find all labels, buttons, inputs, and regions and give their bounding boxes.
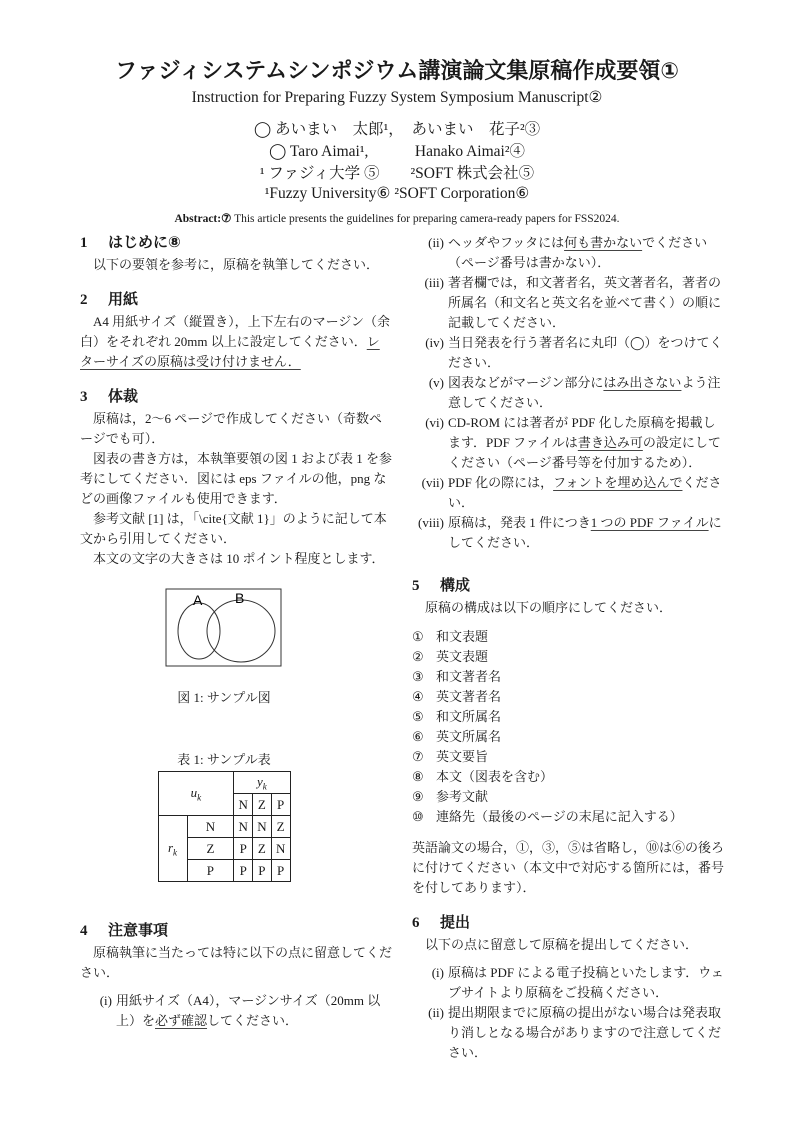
section-4-body xyxy=(80,943,392,983)
structure-list-item xyxy=(412,767,726,787)
item-label: (iv) xyxy=(425,335,444,350)
section-4-items xyxy=(80,991,392,1031)
abstract xyxy=(0,211,794,225)
table-col-header: Z xyxy=(253,794,272,816)
structure-list-item xyxy=(412,667,726,687)
item-number: ⑦ xyxy=(412,749,424,764)
right-column xyxy=(412,233,726,1063)
section-5-heading xyxy=(412,575,726,596)
authors-ja: ◯ あいまい 太郎¹， あいまい 花子²③ xyxy=(253,121,541,138)
structure-list-item xyxy=(412,727,726,747)
text-run: ください． xyxy=(448,475,722,510)
underlined-text: 1 つの PDF ファイル xyxy=(590,515,709,530)
item-text: 本文（図表を含む） xyxy=(436,769,554,784)
item-label: (ii) xyxy=(428,1005,444,1020)
text-run: 当日発表を行う著者名に丸印（◯）をつけてください． xyxy=(448,335,723,370)
set-a-circle xyxy=(178,603,220,659)
text-run: PDF 化の際には， xyxy=(448,475,554,490)
item-number: ② xyxy=(412,649,424,664)
paragraph xyxy=(80,509,392,549)
paragraph xyxy=(80,943,392,983)
list-item xyxy=(408,1003,726,1063)
figure-caption: 図 1: サンプル図 xyxy=(177,690,271,705)
underlined-text: 何も書かない xyxy=(564,235,643,250)
item-text: 和文著者名 xyxy=(436,669,502,684)
item-number: ⑤ xyxy=(412,709,424,724)
section-number: 6 xyxy=(412,915,420,931)
text-run: 原稿は，発表 1 件につき xyxy=(448,515,591,530)
section-number: 3 xyxy=(80,389,88,405)
paragraph xyxy=(80,549,392,569)
set-a-label: A xyxy=(193,592,203,608)
table-cell: P xyxy=(253,860,272,882)
section-2-heading xyxy=(80,289,392,310)
table-cell: N xyxy=(253,816,272,838)
item-label: (i) xyxy=(99,993,112,1008)
item-text xyxy=(116,991,392,1031)
table-col-header: N xyxy=(234,794,253,816)
structure-list-item xyxy=(412,787,726,807)
structure-list-item xyxy=(412,627,726,647)
list-item xyxy=(408,273,726,333)
underlined-text: 書き込み可 xyxy=(577,435,643,450)
venn-figure xyxy=(165,587,283,669)
item-text xyxy=(448,473,726,513)
item-label: (vii) xyxy=(421,475,444,490)
table-col-header: P xyxy=(271,794,290,816)
list-item xyxy=(408,513,726,553)
item-text xyxy=(448,373,726,413)
text-run: よう注意してください． xyxy=(448,375,721,410)
title-en: Instruction for Preparing Fuzzy System Symposium Manuscript② xyxy=(191,89,603,106)
item-text: 和文表題 xyxy=(436,629,489,644)
structure-list-item xyxy=(412,807,726,827)
abstract-text: This article presents the guidelines for preparing camera-ready papers for FSS2024. xyxy=(231,213,620,225)
section-1-body xyxy=(80,255,392,275)
text-run: にしてください． xyxy=(448,515,722,550)
col-header: $y_k$ xyxy=(257,773,267,792)
section-title: はじめに⑧ xyxy=(108,233,181,251)
text-run: 原稿執筆に当たっては特に以下の点に留意してください． xyxy=(80,945,393,980)
text-run: ヘッダやフッタには xyxy=(448,235,565,250)
section-number: 5 xyxy=(412,578,420,594)
table-cell: P xyxy=(234,838,253,860)
section-number: 1 xyxy=(80,235,88,251)
paragraph xyxy=(80,409,392,449)
item-text: 英文表題 xyxy=(436,649,489,664)
affiliations-ja: ¹ ファジィ大学 ⑤ ²SOFT 株式会社⑤ xyxy=(259,165,535,182)
section-title: 提出 xyxy=(440,913,471,931)
text-run: 用紙サイズ（A4），マージンサイズ（20mm 以上）を xyxy=(116,993,381,1028)
item-number: ④ xyxy=(412,689,424,704)
underlined-text: フォントを埋め込んで xyxy=(553,475,683,490)
item-text: 英文所属名 xyxy=(436,729,502,744)
section-4-heading xyxy=(80,920,392,941)
list-item xyxy=(408,963,726,1003)
table-row-header: Z xyxy=(187,838,234,860)
affiliations-en: ¹Fuzzy University⑥ ²SOFT Corporation⑥ xyxy=(264,185,530,202)
list-item xyxy=(408,233,726,273)
item-text xyxy=(448,233,726,273)
structure-list-item xyxy=(412,707,726,727)
section-number: 2 xyxy=(80,292,88,308)
row-header: $u_k$ xyxy=(190,784,202,803)
paragraph xyxy=(80,449,392,509)
abstract-label: Abstract:⑦ xyxy=(174,213,232,225)
text-run: 原稿は PDF による電子投稿といたします．ウェブサイトより原稿をご投稿ください． xyxy=(448,965,724,1000)
set-b-circle xyxy=(207,600,275,662)
underlined-text: レターサイズの原稿は受け付けません． xyxy=(80,334,380,369)
table-row xyxy=(158,816,290,838)
table-cell: P xyxy=(234,860,253,882)
list-item xyxy=(408,413,726,473)
section-3-heading xyxy=(80,386,392,407)
section-5-note: 英語論文の場合，①，③，⑤は省略し，⑩は⑥の後ろに付けてください（本文中で対応する箇所には，番号を付してあります）． xyxy=(412,840,725,895)
structure-list-item xyxy=(412,647,726,667)
row-var-cell xyxy=(158,816,187,882)
text-run: 本文の文字の大きさは 10 ポイント程度とします． xyxy=(93,551,385,566)
section-4-items-continued xyxy=(412,233,726,553)
item-number: ⑩ xyxy=(412,809,424,824)
paragraph xyxy=(80,255,392,275)
item-text xyxy=(448,513,726,553)
item-number: ⑨ xyxy=(412,789,424,804)
text-run: 提出期限までに原稿の提出がない場合は発表取り消しとなる場合がありますので注意してください． xyxy=(448,1005,722,1060)
sample-table xyxy=(158,771,291,882)
section-title: 体裁 xyxy=(108,387,139,405)
structure-list-item xyxy=(412,687,726,707)
left-column xyxy=(80,232,392,1031)
item-text: 連絡先（最後のページの末尾に記入する） xyxy=(436,809,683,824)
list-item xyxy=(408,473,726,513)
table-caption: 表 1: サンプル表 xyxy=(177,752,271,767)
item-text xyxy=(448,963,726,1003)
text-run: A4 用紙サイズ（縦置き），上下左右のマージン（余白）をそれぞれ 20mm 以上に設定してください． xyxy=(80,314,391,349)
item-label: (viii) xyxy=(418,515,444,530)
item-text xyxy=(448,273,726,333)
section-6-heading xyxy=(412,912,726,933)
paragraph xyxy=(80,312,392,372)
text-run: 以下の要領を参考に，原稿を執筆してください． xyxy=(93,257,380,272)
item-text: 和文所属名 xyxy=(436,709,502,724)
structure-list xyxy=(412,627,726,827)
text-run: 図表などがマージン部分に xyxy=(448,375,604,390)
section-6-intro: 以下の点に留意して原稿を提出してください． xyxy=(425,937,699,952)
item-label: (ii) xyxy=(428,235,444,250)
text-run: の設定にしてください（ページ番号等を付加するため）． xyxy=(448,435,721,470)
item-text xyxy=(448,413,726,473)
structure-list-item xyxy=(412,747,726,767)
text-run: CD-ROM には著者が PDF 化した原稿を掲載します．PDF ファイルは xyxy=(448,415,716,450)
item-text xyxy=(448,333,726,373)
section-number: 4 xyxy=(80,923,88,939)
section-title: 用紙 xyxy=(108,290,139,308)
item-text xyxy=(448,1003,726,1063)
section-title: 構成 xyxy=(440,576,471,594)
section-title: 注意事項 xyxy=(108,921,169,939)
set-b-label: B xyxy=(235,590,245,606)
section-6-items xyxy=(412,963,726,1063)
table-cell: N xyxy=(271,838,290,860)
authors-en: ◯ Taro Aimai¹, Hanako Aimai²④ xyxy=(268,143,525,160)
section-3-body xyxy=(80,409,392,569)
text-run: でください（ページ番号は書かない）． xyxy=(448,235,708,270)
row-var: $r_k$ xyxy=(167,839,178,858)
list-item xyxy=(408,373,726,413)
table-cell: Z xyxy=(271,816,290,838)
underlined-text: はみ出さない xyxy=(603,375,682,390)
item-text: 参考文献 xyxy=(436,789,489,804)
text-run: 図表の書き方は，本執筆要領の図 1 および表 1 を参考にしてください．図には eps ファイルの他，png などの画像ファイルも使用できます． xyxy=(80,451,393,506)
title-ja: ファジィシステムシンポジウム講演論文集原稿作成要領① xyxy=(115,59,679,84)
item-label: (vi) xyxy=(425,415,444,430)
table-row-header: P xyxy=(187,860,234,882)
section-1-heading xyxy=(80,232,392,253)
section-2-body xyxy=(80,312,392,372)
text-run: 著者欄では，和文著者名，英文著者名，著者の所属名（和文名と英文名を並べて書く）の順に記載してください． xyxy=(448,275,722,330)
item-label: (v) xyxy=(428,375,444,390)
item-number: ③ xyxy=(412,669,424,684)
text-run: してください． xyxy=(207,1013,299,1028)
underlined-text: 必ず確認 xyxy=(155,1013,208,1028)
text-run: 参考文献 [1] は，「\cite{文献 1}」のように記して本文から引用してください． xyxy=(80,511,387,546)
section-5-intro: 原稿の構成は以下の順序にしてください． xyxy=(425,600,673,615)
item-text: 英文著者名 xyxy=(436,689,502,704)
item-number: ⑧ xyxy=(412,769,424,784)
table-row-header: N xyxy=(187,816,234,838)
item-label: (i) xyxy=(431,965,444,980)
list-item xyxy=(408,333,726,373)
table-cell: P xyxy=(271,860,290,882)
list-item xyxy=(76,991,392,1031)
table-cell: N xyxy=(234,816,253,838)
item-number: ⑥ xyxy=(412,729,424,744)
item-text: 英文要旨 xyxy=(436,749,489,764)
table-cell: Z xyxy=(253,838,272,860)
item-label: (iii) xyxy=(424,275,444,290)
item-number: ① xyxy=(412,629,424,644)
text-run: 原稿は，2〜6 ページで作成してください（奇数ページでも可）． xyxy=(80,411,382,446)
